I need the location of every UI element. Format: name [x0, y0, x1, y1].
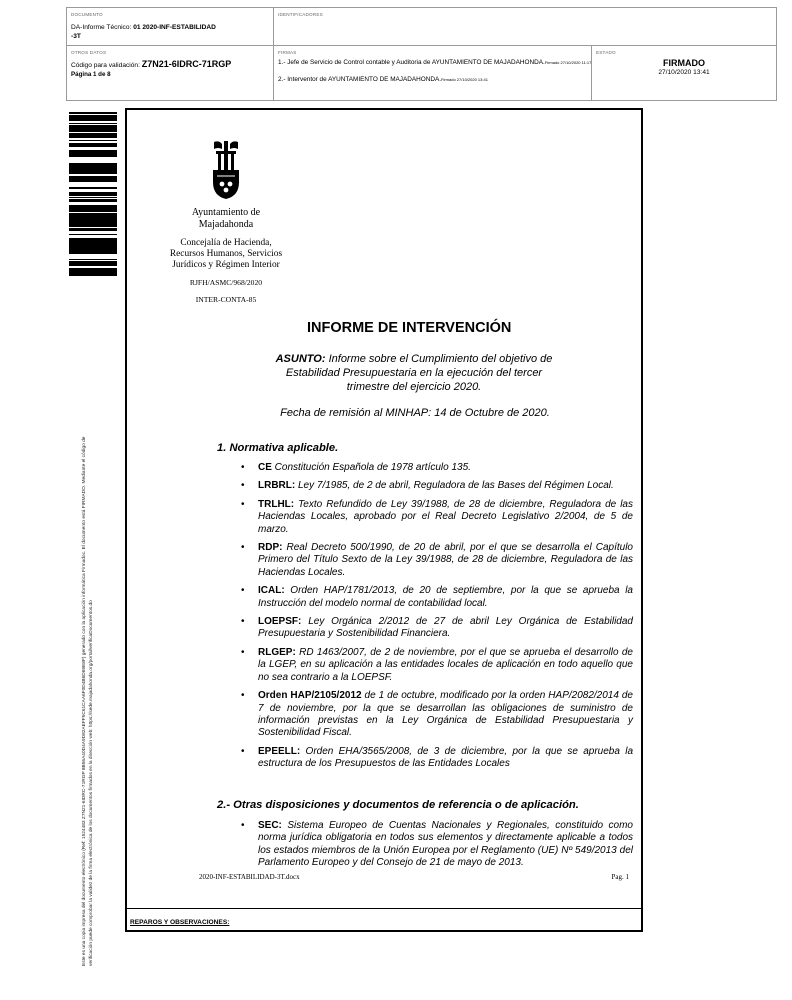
regulation-description: Constitución Española de 1978 artículo 135. [271, 462, 471, 473]
bullet-icon: • [241, 462, 245, 473]
side-text-line-2: verificación puede comprobar la validez de la firma electrónica de los documentos firmados en la dirección web: https://sede.majadahonda.org/portal/verificaDocumentos.do [88, 600, 94, 966]
signature-2-text: 2.- Interventor de AYUNTAMIENTO DE MAJADAHONDA. [278, 76, 441, 83]
institution-name-line-2: Majadahonda [198, 219, 254, 230]
bullet-icon: • [241, 616, 245, 628]
validation-code-label: Código para validación: [71, 62, 142, 69]
estado-cell [592, 46, 776, 100]
signature-1 [278, 59, 594, 66]
identificadores-label: IDENTIFICADORES [278, 12, 323, 17]
signature-1-text: 1.- Jefe de Servicio de Control contable y Auditoria de AYUNTAMIENTO DE MAJADAHONDA. [278, 59, 545, 66]
regulation-abbreviation: CE [258, 462, 272, 473]
barcode-image [69, 111, 117, 276]
subject-line-1: Informe sobre el Cumplimiento del objetivo de [325, 353, 553, 365]
status-badge: FIRMADO [663, 58, 705, 68]
otros-datos-label: OTROS DATOS [71, 50, 107, 55]
side-text-line-1: Este es una copia impresa del documento electrónico (Ref: 1524483 Z7N21-6IDRC-71RGP 8B56A40D4A9D82AEFF5C61CAA6F0D4B6D69E8F) generado con la aplicación informática Firmadoc. El documento está FIRMADO. Mediante el código de [82, 436, 87, 966]
documento-code-suffix: -3T [71, 33, 81, 40]
reference-code-1: RJFH/ASMC/968/2020 [189, 278, 263, 287]
footer-filename: 2020-INF-ESTABILIDAD-3T.docx [199, 873, 300, 881]
institution-name [167, 207, 285, 231]
verification-side-text [82, 306, 95, 966]
regulation-description: de 1 de octubre, modificado por la orden HAP/2082/2014 de 7 de noviembre, por la que se desarrollan las obligaciones de suministro de información previstas en la Ley Orgánica de Estabilidad Presupuestaria y Sostenibilidad Fiscal. [258, 690, 633, 739]
submission-date: Fecha de remisión al MINHAP: 14 de Octubre de 2020. [280, 407, 550, 419]
list-item [231, 690, 633, 740]
regulation-abbreviation: ICAL: [258, 585, 285, 597]
documento-type: DA-Informe Técnico: [71, 24, 134, 31]
document-header-table [66, 7, 777, 101]
status-date: 27/10/2020 13:41 [658, 69, 710, 76]
regulation-abbreviation: EPEELL: [258, 745, 301, 757]
firmas-cell [274, 46, 592, 100]
regulation-abbreviation: RLGEP: [258, 646, 296, 658]
regulation-description: Orden HAP/1781/2013, de 20 de septiembre, por la que se aprueba la Instrucción del modelo normal de contabilidad local. [258, 585, 633, 609]
subject-label: ASUNTO: [275, 353, 326, 365]
section-2-heading [217, 799, 579, 811]
report-title: INFORME DE INTERVENCIÓN [307, 320, 512, 336]
bullet-icon: • [241, 820, 245, 831]
section-2-title: 2.- Otras disposiciones y documentos de referencia o de aplicación. [217, 799, 579, 811]
section-1-heading [217, 442, 338, 454]
regulation-abbreviation: LOEPSF: [258, 616, 302, 628]
signature-2 [278, 76, 594, 83]
bullet-icon: • [241, 585, 245, 597]
list-item [231, 616, 633, 641]
regulation-abbreviation: LRBRL: [258, 480, 296, 492]
regulation-abbreviation: Orden HAP/2105/2012 [258, 690, 362, 702]
signature-1-date: Firmado 27/10/2020 11:17 [544, 60, 592, 65]
validation-code-value: Z7N21-6IDRC-71RGP [141, 59, 232, 69]
documento-code: 01 2020-INF-ESTABILIDAD [133, 24, 216, 31]
report-subject [264, 352, 564, 394]
bullet-icon: • [241, 542, 245, 554]
institution-name-line-1: Ayuntamiento de [191, 207, 261, 218]
otros-datos-cell [67, 46, 274, 100]
identificadores-cell [274, 8, 776, 46]
subject-line-2: Estabilidad Presupuestaria en la ejecución del tercer [285, 367, 543, 379]
regulation-description: Real Decreto 500/1990, de 20 de abril, por el que se desarrolla el Capítulo Primero del Título Sexto de la Ley 39/1988, de 28 de diciembre, Reguladora de las Haciendas Locales. [258, 542, 633, 578]
list-item [231, 585, 633, 610]
bullet-icon: • [241, 498, 245, 510]
section-1-list [231, 462, 633, 777]
department-name [160, 238, 292, 271]
documento-title [71, 23, 261, 41]
documento-cell [67, 8, 274, 46]
regulation-description: Ley 7/1985, de 2 de abril, Reguladora de las Bases del Régimen Local. [295, 480, 614, 492]
signature-2-date: Firmado 27/10/2020 13:41 [441, 77, 488, 82]
list-item [231, 820, 633, 870]
validation-code [71, 59, 231, 69]
section-2-list [231, 820, 633, 876]
reparos-label: REPAROS Y OBSERVACIONES: [130, 919, 230, 926]
estado-label: ESTADO [596, 50, 616, 55]
list-item [231, 542, 633, 579]
regulation-abbreviation: SEC: [258, 820, 282, 831]
reference-code-2: INTER-CONTA-85 [195, 295, 257, 304]
subject-line-3: trimestre del ejercicio 2020. [346, 381, 482, 393]
department-line-2: Recursos Humanos, Servicios [169, 249, 283, 259]
firmas-label: FIRMAS [278, 50, 297, 55]
regulation-description: RD 1463/2007, de 2 de noviembre, por el que se aprueba el desarrollo de la LGEP, en su aplicación a las entidades locales de aplicación en todo aquello que no sea contrario a la LOEPSF. [258, 646, 633, 683]
list-item [231, 647, 633, 684]
footer-page-number: Pag. 1 [611, 873, 629, 881]
list-item [231, 462, 633, 474]
regulation-description: Sistema Europeo de Cuentas Nacionales y Regionales, constituido como norma jurídica obligatoria en todos sus elementos y directamente aplicable a todos los estados miembros de la Unión Europea por el Reglamento (UE) Nº 549/2013 del Parlamento Europeo y del Consejo de 21 de mayo de 2013. [258, 820, 633, 869]
list-item [231, 480, 633, 492]
department-line-3: Jurídicos y Régimen Interior [172, 260, 280, 270]
regulation-description: Texto Refundido de Ley 39/1988, de 28 de diciembre, Reguladora de las Haciendas Locales, aprobado por el Real Decreto Legislativo 2/2004, de 5 de marzo. [258, 498, 633, 535]
bullet-icon: • [241, 480, 245, 492]
document-page [125, 108, 643, 932]
bullet-icon: • [241, 745, 245, 757]
document-body [127, 110, 641, 909]
section-1-title: 1. Normativa aplicable. [217, 442, 339, 454]
list-item [231, 746, 633, 771]
regulation-abbreviation: RDP: [258, 542, 283, 554]
municipal-crest-logo [211, 140, 241, 200]
regulation-description: Ley Orgánica 2/2012 de 27 de abril Ley Orgánica de Estabilidad Presupuestaria y Sostenibilidad Financiera. [258, 616, 633, 640]
department-line-1: Concejalía de Hacienda, [180, 238, 272, 248]
regulation-description: Orden EHA/3565/2008, de 3 de diciembre, por la que se aprueba la estructura de los Presupuestos de las Entidades Locales [258, 745, 633, 770]
documento-label: DOCUMENTO [71, 12, 103, 17]
bullet-icon: • [241, 646, 245, 658]
regulation-abbreviation: TRLHL: [258, 498, 295, 510]
list-item [231, 499, 633, 536]
page-count: Página 1 de 8 [71, 71, 111, 78]
bullet-icon: • [241, 690, 245, 702]
